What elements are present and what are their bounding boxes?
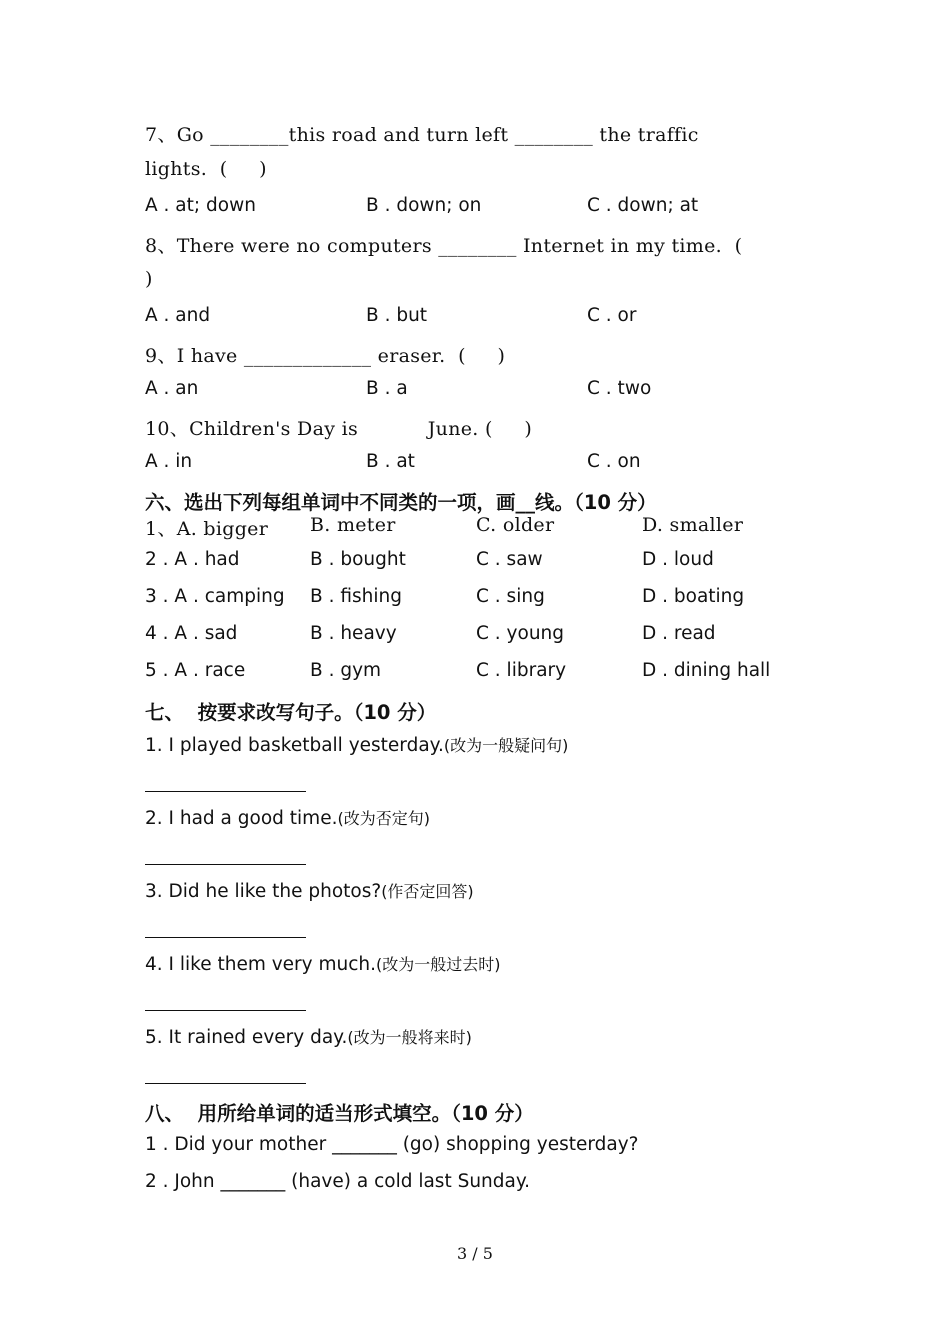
question-7-text: 7、Go ________this road and turn left ________ the traffic	[145, 124, 699, 146]
question-9-text: 9、I have _____________ eraser. ( )	[145, 345, 506, 367]
q8-option-c: C . or	[587, 305, 637, 326]
s7-item-4	[145, 952, 501, 975]
section-7-title: 七、 按要求改写句子。（10 分）	[145, 701, 437, 724]
answer-line-4[interactable]	[145, 1010, 306, 1011]
s7-item-1	[145, 733, 568, 756]
s6-row3-d: D . boating	[642, 586, 745, 607]
s7-item-2	[145, 806, 430, 829]
s6-row3-a: 3 . A . camping	[145, 586, 285, 607]
s7-item-3-note: (作否定回答)	[381, 882, 474, 901]
s6-row5-d: D . dining hall	[642, 660, 771, 681]
s7-item-3	[145, 879, 474, 902]
s6-row1-b: B. meter	[310, 514, 396, 536]
q9-option-a: A . an	[145, 378, 199, 399]
q10-option-c: C . on	[587, 451, 641, 472]
answer-line-5[interactable]	[145, 1083, 306, 1084]
s6-row2-c: C . saw	[476, 549, 543, 570]
s6-row4-c: C . young	[476, 623, 565, 644]
s7-item-4-note: (改为一般过去时)	[376, 955, 501, 974]
s6-row4-a: 4 . A . sad	[145, 623, 238, 644]
section-8-title: 八、 用所给单词的适当形式填空。（10 分）	[145, 1102, 534, 1125]
answer-line-2[interactable]	[145, 864, 306, 865]
s7-item-1-text: 1. I played basketball yesterday.	[145, 735, 444, 756]
question-8-text-cont: )	[145, 268, 153, 290]
q7-option-c: C . down; at	[587, 195, 699, 216]
q9-option-c: C . two	[587, 378, 652, 399]
s6-row2-b: B . bought	[310, 549, 406, 570]
s6-row5-c: C . library	[476, 660, 567, 681]
s6-row2-a: 2 . A . had	[145, 549, 240, 570]
s6-row1-a: 1、A. bigger	[145, 518, 269, 540]
question-7-text-cont: lights. ( )	[145, 158, 267, 180]
q7-option-b: B . down; on	[366, 195, 482, 216]
s7-item-2-note: (改为否定句)	[337, 809, 430, 828]
q7-option-a: A . at; down	[145, 195, 256, 216]
s7-item-1-note: (改为一般疑问句)	[443, 736, 569, 755]
question-10-text: 10、Children's Day is June. ( )	[145, 418, 533, 440]
section-6-title: 六、选出下列每组单词中不同类的一项，画__线。（10 分）	[145, 491, 657, 514]
s6-row5-a: 5 . A . race	[145, 660, 246, 681]
question-8-text: 8、There were no computers ________ Internet in my time. (	[145, 235, 743, 257]
s6-row5-b: B . gym	[310, 660, 382, 681]
q10-option-a: A . in	[145, 451, 193, 472]
s8-item-2: 2 . John _______ (have) a cold last Sunday.	[145, 1171, 531, 1192]
s7-item-5-note: (改为一般将来时)	[347, 1028, 472, 1047]
answer-line-3[interactable]	[145, 937, 306, 938]
s6-row2-d: D . loud	[642, 549, 714, 570]
s6-row3-c: C . sing	[476, 586, 545, 607]
s6-row4-b: B . heavy	[310, 623, 397, 644]
q9-option-b: B . a	[366, 378, 408, 399]
q8-option-a: A . and	[145, 305, 211, 326]
s8-item-1: 1 . Did your mother _______ (go) shopping yesterday?	[145, 1134, 639, 1155]
q8-option-b: B . but	[366, 305, 428, 326]
s7-item-5	[145, 1025, 472, 1048]
s7-item-2-text: 2. I had a good time.	[145, 808, 338, 829]
q10-option-b: B . at	[366, 451, 415, 472]
s7-item-5-text: 5. It rained every day.	[145, 1027, 348, 1048]
page-number: 3 / 5	[457, 1244, 493, 1263]
answer-line-1[interactable]	[145, 791, 306, 792]
s7-item-3-text: 3. Did he like the photos?	[145, 881, 382, 902]
s6-row1-d: D. smaller	[642, 514, 744, 536]
s6-row4-d: D . read	[642, 623, 716, 644]
s6-row1-c: C. older	[476, 514, 555, 536]
s7-item-4-text: 4. I like them very much.	[145, 954, 377, 975]
s6-row3-b: B . fishing	[310, 586, 402, 607]
